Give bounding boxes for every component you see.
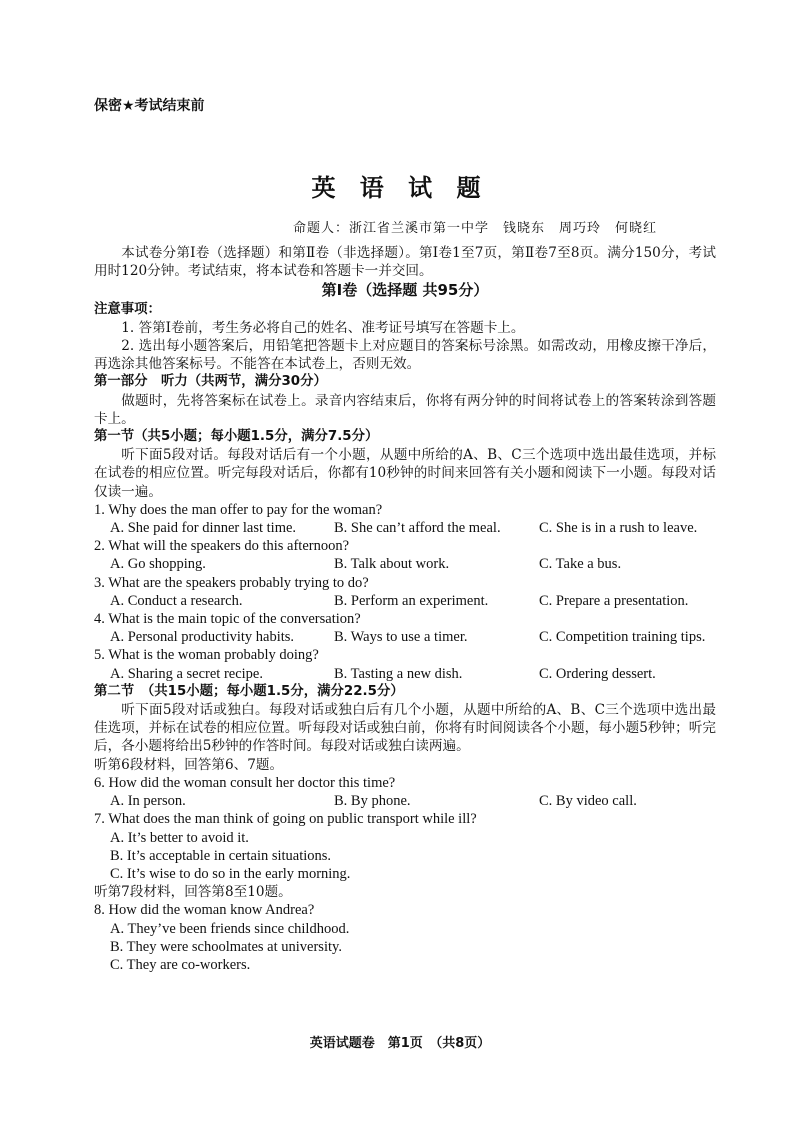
options-row bbox=[94, 665, 716, 683]
page-footer: 英语试题卷 第1页 （共8页） bbox=[309, 1036, 491, 1051]
option-c: C. By video call. bbox=[539, 793, 637, 810]
question-stem: 3. What are the speakers probably trying to do? bbox=[94, 574, 369, 591]
question-stem: 4. What is the main topic of the conversation? bbox=[94, 611, 361, 628]
section2-heading: 第二节 （共15小题；每小题1.5分，满分22.5分） bbox=[94, 683, 404, 699]
question-4 bbox=[94, 610, 716, 646]
material-7-note: 听第7段材料，回答第8至10题。 bbox=[94, 884, 292, 901]
intro-paragraph: 本试卷分第Ⅰ卷（选择题）和第Ⅱ卷（非选择题）。第Ⅰ卷1至7页，第Ⅱ卷7至8页。满分150分，考试用时120分钟。考试结束，将本试卷和答题卡一并交回。 bbox=[94, 245, 716, 280]
options-row bbox=[94, 592, 716, 610]
option-b: B. She can’t afford the meal. bbox=[334, 520, 501, 537]
question-stem: 5. What is the woman probably doing? bbox=[94, 647, 319, 664]
option-a: A. Go shopping. bbox=[110, 556, 206, 573]
option-b: B. Talk about work. bbox=[334, 556, 450, 573]
note-item-2: 2. 选出每小题答案后，用铅笔把答题卡上对应题目的答案标号涂黑。如需改动，用橡皮擦干净后，再选涂其他答案标号。不能答在本试卷上，否则无效。 bbox=[94, 338, 716, 373]
page-title: 英 语 试 题 bbox=[311, 174, 489, 202]
option-a: A. Personal productivity habits. bbox=[110, 629, 295, 646]
option-b: B. They were schoolmates at university. bbox=[110, 938, 342, 955]
option-c: C. Ordering dessert. bbox=[539, 665, 656, 682]
option-a: A. She paid for dinner last time. bbox=[110, 520, 297, 537]
option-b: B. It’s acceptable in certain situations. bbox=[110, 847, 332, 864]
option-a: A. It’s better to avoid it. bbox=[110, 829, 249, 846]
part1-heading: 第一部分 听力（共两节，满分30分） bbox=[94, 374, 327, 390]
question-8 bbox=[94, 901, 716, 974]
question-stem: 1. Why does the man offer to pay for the woman? bbox=[94, 501, 383, 518]
section1-instruction: 听下面5段对话。每段对话后有一个小题，从题中所给的A、B、C三个选项中选出最佳选项，并标在试卷的相应位置。听完每段对话后，你都有10秒钟的时间来回答有关小题和阅读下一小题。每段对话仅读一遍。 bbox=[94, 447, 716, 500]
note-item-1: 1. 答第Ⅰ卷前，考生务必将自己的姓名、准考证号填写在答题卡上。 bbox=[121, 319, 525, 336]
question-1 bbox=[94, 501, 716, 537]
option-c: C. Competition training tips. bbox=[539, 629, 706, 646]
part1-instruction: 做题时，先将答案标在试卷上。录音内容结束后，你将有两分钟的时间将试卷上的答案转涂到答题卡上。 bbox=[94, 392, 716, 427]
option-a: A. Conduct a research. bbox=[110, 592, 243, 609]
exam-content bbox=[94, 244, 716, 974]
option-c: C. They are co-workers. bbox=[110, 956, 251, 973]
option-b: B. Ways to use a timer. bbox=[334, 629, 468, 646]
options-row bbox=[94, 628, 716, 646]
option-a: A. Sharing a secret recipe. bbox=[110, 665, 263, 682]
question-7 bbox=[94, 810, 716, 883]
question-stem: 8. How did the woman know Andrea? bbox=[94, 902, 315, 919]
options-row bbox=[94, 555, 716, 573]
section2-instruction: 听下面5段对话或独白。每段对话或独白后有几个小题，从题中所给的A、B、C三个选项中选出最佳选项，并标在试卷的相应位置。听每段对话或独白前，你将有时间阅读各个小题，每小题5秒钟；听完后，各小题将给出5秒钟的作答时间。每段对话或独白读两遍。 bbox=[94, 702, 716, 755]
option-b: B. By phone. bbox=[334, 793, 411, 810]
options-row bbox=[94, 519, 716, 537]
material-6-note: 听第6段材料，回答第6、7题。 bbox=[94, 756, 284, 773]
question-stem: 7. What does the man think of going on public transport while ill? bbox=[94, 811, 477, 828]
option-b: B. Tasting a new dish. bbox=[334, 665, 463, 682]
volume1-title: 第Ⅰ卷（选择题 共95分） bbox=[321, 281, 489, 300]
option-a: A. In person. bbox=[110, 793, 186, 810]
option-c: C. She is in a rush to leave. bbox=[539, 520, 698, 537]
option-c: C. Prepare a presentation. bbox=[539, 592, 689, 609]
question-stem: 2. What will the speakers do this afternoon? bbox=[94, 538, 350, 555]
notes-heading: 注意事项： bbox=[94, 301, 161, 317]
question-6 bbox=[94, 774, 716, 810]
option-a: A. They’ve been friends since childhood. bbox=[110, 920, 350, 937]
question-2 bbox=[94, 537, 716, 573]
option-c: C. It’s wise to do so in the early morning. bbox=[110, 865, 351, 882]
question-stem: 6. How did the woman consult her doctor this time? bbox=[94, 774, 396, 791]
authors-line: 命题人：浙江省兰溪市第一中学 钱晓东 周巧玲 何晓红 bbox=[292, 221, 657, 236]
confidential-label: 保密★考试结束前 bbox=[94, 98, 205, 114]
section1-heading: 第一节（共5小题；每小题1.5分，满分7.5分） bbox=[94, 429, 379, 445]
question-5 bbox=[94, 646, 716, 682]
option-c: C. Take a bus. bbox=[539, 556, 622, 573]
question-3 bbox=[94, 574, 716, 610]
option-b: B. Perform an experiment. bbox=[334, 592, 489, 609]
options-row bbox=[94, 792, 716, 810]
